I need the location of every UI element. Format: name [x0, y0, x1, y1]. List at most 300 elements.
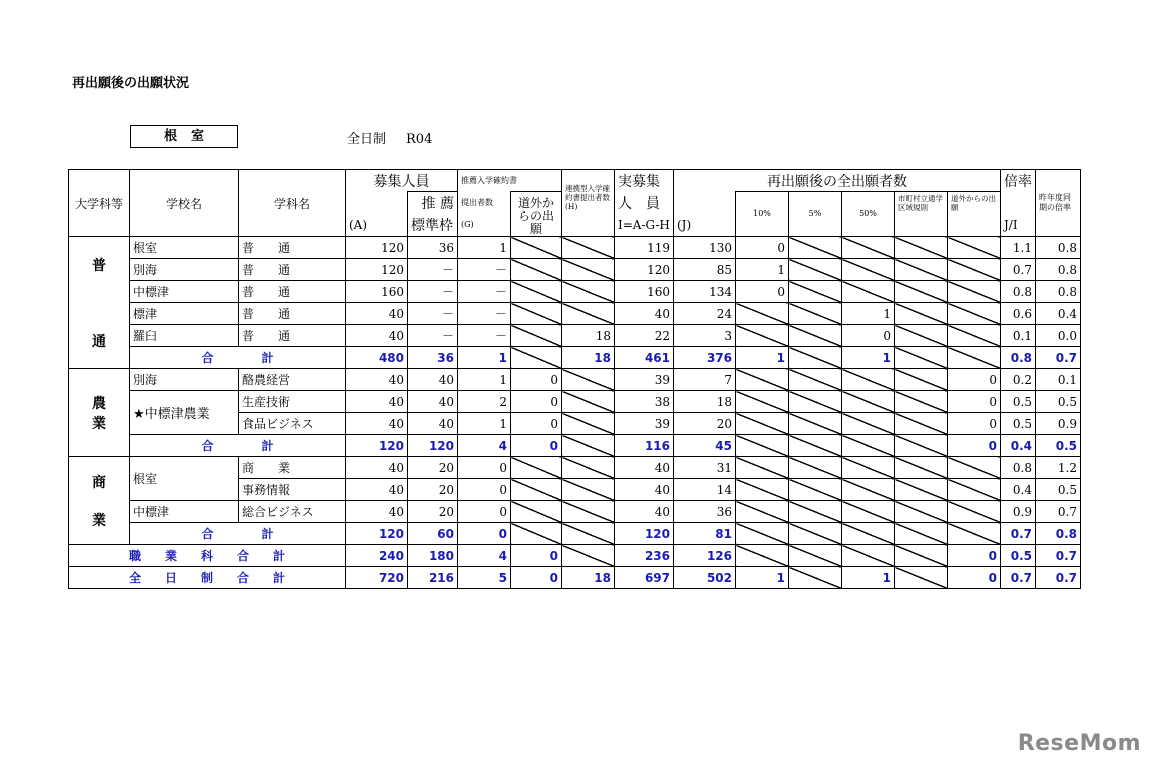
- group-commerce: [69, 457, 130, 545]
- subject-cell: 商 業: [239, 457, 346, 479]
- mun-cell: [895, 391, 948, 413]
- i-cell: 39: [615, 413, 674, 435]
- hdr-rec-code: (G): [458, 214, 511, 237]
- fulltime-total-label: 全 日 制 合 計: [69, 567, 346, 589]
- hdr-recommend: 推 薦: [408, 192, 458, 215]
- mun-cell: [895, 259, 948, 281]
- p5-cell: [789, 545, 842, 567]
- i-cell: 120: [615, 523, 674, 545]
- i-cell: 39: [615, 369, 674, 391]
- group-agri-char1: 農: [92, 395, 106, 412]
- p50-cell: [842, 479, 895, 501]
- school-cell: 標津: [130, 303, 239, 325]
- hdr-pct5: 5%: [789, 192, 842, 237]
- p5-cell: [789, 391, 842, 413]
- p10-cell: [736, 435, 789, 457]
- rec-cell: 36: [408, 237, 458, 259]
- ratio-cell: 0.4: [1001, 435, 1036, 457]
- rec-cell: 180: [408, 545, 458, 567]
- group-spacer: [72, 492, 126, 510]
- p10-cell: [736, 325, 789, 347]
- ratio-cell: 0.2: [1001, 369, 1036, 391]
- hdr-pct50: 50%: [842, 192, 895, 237]
- i-cell: 38: [615, 391, 674, 413]
- table-row: [69, 391, 1081, 413]
- p50-cell: [842, 501, 895, 523]
- p5-cell: [789, 435, 842, 457]
- resemom-logo: ReseMom: [1017, 731, 1141, 756]
- subject-cell: 普 通: [239, 259, 346, 281]
- j-cell: 14: [674, 479, 736, 501]
- prev-cell: 0.4: [1036, 303, 1081, 325]
- outside-cell: 0: [511, 567, 562, 589]
- group-agri: [69, 369, 130, 457]
- h-cell: [562, 303, 615, 325]
- mun-cell: [895, 347, 948, 369]
- oa-cell: 0: [948, 391, 1001, 413]
- outside-cell: [511, 347, 562, 369]
- table-row: [69, 281, 1081, 303]
- p10-cell: [736, 369, 789, 391]
- rec-cell: 20: [408, 479, 458, 501]
- subtotal-row: [69, 523, 1081, 545]
- rec-cell: 60: [408, 523, 458, 545]
- g-cell: 4: [458, 435, 511, 457]
- h-cell: [562, 457, 615, 479]
- mun-cell: [895, 303, 948, 325]
- oa-cell: [948, 479, 1001, 501]
- prev-cell: 0.7: [1036, 567, 1081, 589]
- group-general-char1: 普: [92, 257, 106, 274]
- oa-cell: 0: [948, 545, 1001, 567]
- p5-cell: [789, 457, 842, 479]
- g-cell: 4: [458, 545, 511, 567]
- j-cell: 31: [674, 457, 736, 479]
- g-cell: －: [458, 281, 511, 303]
- p10-cell: [736, 303, 789, 325]
- p10-cell: 0: [736, 237, 789, 259]
- p50-cell: 0: [842, 325, 895, 347]
- subject-cell: 普 通: [239, 325, 346, 347]
- ratio-cell: 0.5: [1001, 413, 1036, 435]
- rec-cell: 40: [408, 369, 458, 391]
- hdr-actual-top: 実募集: [615, 170, 674, 192]
- school-cell: 羅臼: [130, 325, 239, 347]
- subtotal-row: [69, 347, 1081, 369]
- table-row: [69, 325, 1081, 347]
- subject-cell: 普 通: [239, 237, 346, 259]
- p5-cell: [789, 369, 842, 391]
- g-cell: 5: [458, 567, 511, 589]
- school-cell: 根室: [130, 237, 239, 259]
- prev-cell: 0.8: [1036, 237, 1081, 259]
- school-cell: 中標津: [130, 281, 239, 303]
- p50-cell: [842, 259, 895, 281]
- hdr-subject: 学科名: [239, 170, 346, 237]
- hdr-applicants-spacer: [674, 192, 736, 215]
- g-cell: －: [458, 325, 511, 347]
- p50-cell: [842, 391, 895, 413]
- course-info: [347, 128, 432, 147]
- subject-cell: 食品ビジネス: [239, 413, 346, 435]
- p10-cell: [736, 391, 789, 413]
- oa-cell: [948, 303, 1001, 325]
- oa-cell: 0: [948, 413, 1001, 435]
- outside-cell: [511, 523, 562, 545]
- outside-cell: [511, 303, 562, 325]
- school-cell: 根室: [130, 457, 239, 501]
- era-label: R04: [406, 132, 433, 147]
- oa-cell: [948, 457, 1001, 479]
- school-cell: 中標津: [130, 501, 239, 523]
- ratio-cell: 0.5: [1001, 545, 1036, 567]
- rec-cell: 40: [408, 391, 458, 413]
- subtotal-label: 合 計: [130, 347, 346, 369]
- p5-cell: [789, 325, 842, 347]
- p50-cell: [842, 523, 895, 545]
- cap-cell: 240: [346, 545, 408, 567]
- group-general-char2: 通: [92, 333, 106, 350]
- oa-cell: [948, 347, 1001, 369]
- application-status-table: [68, 169, 1081, 589]
- hdr-ratio-code: J/I: [1001, 214, 1036, 237]
- hdr-municipal: 市町村立通学区域規則: [895, 192, 948, 237]
- p50-cell: [842, 281, 895, 303]
- p50-cell: 1: [842, 347, 895, 369]
- h-cell: [562, 523, 615, 545]
- i-cell: 40: [615, 501, 674, 523]
- subject-cell: 事務情報: [239, 479, 346, 501]
- school-cell: 別海: [130, 369, 239, 391]
- g-cell: 1: [458, 413, 511, 435]
- cap-cell: 40: [346, 369, 408, 391]
- cap-cell: 120: [346, 259, 408, 281]
- h-cell: [562, 391, 615, 413]
- hdr-outside-app: 道外からの出願: [948, 192, 1001, 237]
- h-cell: 18: [562, 567, 615, 589]
- g-cell: 1: [458, 369, 511, 391]
- rec-cell: －: [408, 259, 458, 281]
- cap-cell: 40: [346, 413, 408, 435]
- prev-cell: 1.2: [1036, 457, 1081, 479]
- p10-cell: [736, 457, 789, 479]
- outside-cell: [511, 281, 562, 303]
- g-cell: －: [458, 303, 511, 325]
- ratio-cell: 0.8: [1001, 281, 1036, 303]
- j-cell: 376: [674, 347, 736, 369]
- p10-cell: [736, 523, 789, 545]
- p5-cell: [789, 479, 842, 501]
- j-cell: 36: [674, 501, 736, 523]
- j-cell: 24: [674, 303, 736, 325]
- prev-cell: 0.1: [1036, 369, 1081, 391]
- prev-cell: 0.5: [1036, 479, 1081, 501]
- cap-cell: 720: [346, 567, 408, 589]
- h-cell: [562, 501, 615, 523]
- table-row: [69, 303, 1081, 325]
- subtotal-label: 合 計: [130, 435, 346, 457]
- hdr-capacity-code: (A): [346, 214, 408, 237]
- hdr-applicants: 再出願後の全出願者数: [674, 170, 1001, 192]
- rec-cell: －: [408, 303, 458, 325]
- p50-cell: [842, 545, 895, 567]
- school-cell: ★中標津農業: [130, 391, 239, 435]
- cap-cell: 120: [346, 237, 408, 259]
- prev-cell: 0.7: [1036, 545, 1081, 567]
- outside-cell: 0: [511, 435, 562, 457]
- table-row: [69, 501, 1081, 523]
- p50-cell: [842, 237, 895, 259]
- p50-cell: 1: [842, 303, 895, 325]
- p10-cell: [736, 545, 789, 567]
- p5-cell: [789, 501, 842, 523]
- prev-cell: 0.9: [1036, 413, 1081, 435]
- mun-cell: [895, 501, 948, 523]
- cap-cell: 40: [346, 303, 408, 325]
- p10-cell: 1: [736, 259, 789, 281]
- p50-cell: [842, 457, 895, 479]
- hdr-rec-submitted: 提出者数: [458, 192, 511, 215]
- ratio-cell: 0.4: [1001, 479, 1036, 501]
- rec-cell: －: [408, 281, 458, 303]
- header-row-1: [69, 170, 1081, 192]
- p10-cell: 1: [736, 567, 789, 589]
- i-cell: 120: [615, 259, 674, 281]
- oa-cell: 0: [948, 567, 1001, 589]
- vocational-total-label: 職 業 科 合 計: [69, 545, 346, 567]
- mun-cell: [895, 435, 948, 457]
- table-row: [69, 237, 1081, 259]
- mun-cell: [895, 567, 948, 589]
- outside-cell: 0: [511, 369, 562, 391]
- subject-cell: 普 通: [239, 281, 346, 303]
- school-cell: 別海: [130, 259, 239, 281]
- outside-cell: [511, 479, 562, 501]
- h-cell: [562, 237, 615, 259]
- mun-cell: [895, 281, 948, 303]
- hdr-capacity-spacer: [346, 192, 408, 215]
- hdr-rec-pledge: 推薦入学確約書: [458, 170, 562, 192]
- p5-cell: [789, 347, 842, 369]
- subject-cell: 生産技術: [239, 391, 346, 413]
- table-row: [69, 457, 1081, 479]
- i-cell: 40: [615, 457, 674, 479]
- rec-cell: －: [408, 325, 458, 347]
- j-cell: 45: [674, 435, 736, 457]
- p10-cell: [736, 501, 789, 523]
- hdr-capacity: 募集人員: [346, 170, 458, 192]
- group-agri-char2: 業: [92, 415, 106, 432]
- rec-cell: 20: [408, 501, 458, 523]
- rec-cell: 20: [408, 457, 458, 479]
- outside-cell: [511, 237, 562, 259]
- j-cell: 134: [674, 281, 736, 303]
- hdr-regional: 連携型入学確約書提出者数(H): [562, 170, 615, 237]
- mun-cell: [895, 479, 948, 501]
- subject-cell: 酪農経営: [239, 369, 346, 391]
- subtotal-row: [69, 435, 1081, 457]
- oa-cell: [948, 501, 1001, 523]
- outside-cell: [511, 259, 562, 281]
- group-commerce-char2: 業: [92, 512, 106, 529]
- ratio-cell: 0.5: [1001, 391, 1036, 413]
- hdr-applicants-code: (J): [674, 214, 736, 237]
- outside-cell: [511, 325, 562, 347]
- subtotal-label: 合 計: [130, 523, 346, 545]
- j-cell: 85: [674, 259, 736, 281]
- hdr-prev-ratio: 昨年度同期の倍率: [1036, 170, 1081, 237]
- subject-cell: 普 通: [239, 303, 346, 325]
- i-cell: 22: [615, 325, 674, 347]
- g-cell: 1: [458, 237, 511, 259]
- vocational-total-row: [69, 545, 1081, 567]
- h-cell: [562, 259, 615, 281]
- p5-cell: [789, 303, 842, 325]
- p5-cell: [789, 237, 842, 259]
- cap-cell: 40: [346, 325, 408, 347]
- h-cell: [562, 369, 615, 391]
- i-cell: 119: [615, 237, 674, 259]
- outside-cell: [511, 457, 562, 479]
- h-cell: [562, 281, 615, 303]
- cap-cell: 480: [346, 347, 408, 369]
- p5-cell: [789, 567, 842, 589]
- outside-cell: [511, 501, 562, 523]
- h-cell: 18: [562, 347, 615, 369]
- p5-cell: [789, 281, 842, 303]
- p50-cell: [842, 413, 895, 435]
- oa-cell: [948, 325, 1001, 347]
- hdr-ratio: 倍率: [1001, 170, 1036, 192]
- prev-cell: 0.7: [1036, 347, 1081, 369]
- oa-cell: [948, 281, 1001, 303]
- cap-cell: 160: [346, 281, 408, 303]
- h-cell: [562, 545, 615, 567]
- mun-cell: [895, 457, 948, 479]
- mun-cell: [895, 325, 948, 347]
- g-cell: －: [458, 259, 511, 281]
- p50-cell: [842, 369, 895, 391]
- p10-cell: 1: [736, 347, 789, 369]
- cap-cell: 40: [346, 501, 408, 523]
- rec-cell: 40: [408, 413, 458, 435]
- outside-cell: 0: [511, 413, 562, 435]
- rec-cell: 120: [408, 435, 458, 457]
- course-type: 全日制: [347, 132, 387, 147]
- p5-cell: [789, 523, 842, 545]
- j-cell: 18: [674, 391, 736, 413]
- hdr-actual-mid: 人 員: [615, 192, 674, 215]
- h-cell: 18: [562, 325, 615, 347]
- ratio-cell: 1.1: [1001, 237, 1036, 259]
- h-cell: [562, 479, 615, 501]
- ratio-cell: 0.1: [1001, 325, 1036, 347]
- oa-cell: [948, 237, 1001, 259]
- g-cell: 0: [458, 457, 511, 479]
- j-cell: 126: [674, 545, 736, 567]
- group-commerce-char1: 商: [92, 474, 106, 491]
- group-general: [69, 237, 130, 369]
- outside-cell: 0: [511, 391, 562, 413]
- j-cell: 502: [674, 567, 736, 589]
- g-cell: 0: [458, 479, 511, 501]
- prev-cell: 0.0: [1036, 325, 1081, 347]
- mun-cell: [895, 237, 948, 259]
- i-cell: 697: [615, 567, 674, 589]
- oa-cell: 0: [948, 435, 1001, 457]
- mun-cell: [895, 413, 948, 435]
- cap-cell: 120: [346, 435, 408, 457]
- oa-cell: [948, 259, 1001, 281]
- prev-cell: 0.7: [1036, 501, 1081, 523]
- mun-cell: [895, 523, 948, 545]
- mun-cell: [895, 369, 948, 391]
- rec-cell: 36: [408, 347, 458, 369]
- hdr-dept-category: 大学科等: [69, 170, 130, 237]
- p5-cell: [789, 259, 842, 281]
- hdr-pct10: 10%: [736, 192, 789, 237]
- table-row: [69, 259, 1081, 281]
- cap-cell: 120: [346, 523, 408, 545]
- ratio-cell: 0.8: [1001, 347, 1036, 369]
- j-cell: 81: [674, 523, 736, 545]
- j-cell: 20: [674, 413, 736, 435]
- g-cell: 0: [458, 501, 511, 523]
- hdr-actual-formula: I=A-G-H: [615, 214, 674, 237]
- i-cell: 116: [615, 435, 674, 457]
- i-cell: 461: [615, 347, 674, 369]
- region-label: 根室: [130, 125, 238, 148]
- hdr-ratio-spacer: [1001, 192, 1036, 215]
- p50-cell: [842, 435, 895, 457]
- p10-cell: [736, 413, 789, 435]
- outside-cell: 0: [511, 545, 562, 567]
- hdr-outside: 道外からの出願: [511, 192, 562, 237]
- cap-cell: 40: [346, 391, 408, 413]
- table-row: [69, 369, 1081, 391]
- i-cell: 40: [615, 479, 674, 501]
- p50-cell: 1: [842, 567, 895, 589]
- j-cell: 130: [674, 237, 736, 259]
- ratio-cell: 0.9: [1001, 501, 1036, 523]
- ratio-cell: 0.7: [1001, 567, 1036, 589]
- ratio-cell: 0.7: [1001, 523, 1036, 545]
- document-title: 再出願後の出願状況: [72, 76, 190, 91]
- mun-cell: [895, 545, 948, 567]
- prev-cell: 0.5: [1036, 435, 1081, 457]
- p5-cell: [789, 413, 842, 435]
- p10-cell: 0: [736, 281, 789, 303]
- ratio-cell: 0.8: [1001, 457, 1036, 479]
- group-spacer: [72, 275, 126, 331]
- ratio-cell: 0.6: [1001, 303, 1036, 325]
- g-cell: 0: [458, 523, 511, 545]
- prev-cell: 0.8: [1036, 259, 1081, 281]
- p10-cell: [736, 479, 789, 501]
- oa-cell: [948, 523, 1001, 545]
- h-cell: [562, 413, 615, 435]
- prev-cell: 0.5: [1036, 391, 1081, 413]
- hdr-school: 学校名: [130, 170, 239, 237]
- g-cell: 1: [458, 347, 511, 369]
- cap-cell: 40: [346, 457, 408, 479]
- i-cell: 236: [615, 545, 674, 567]
- hdr-rec-quota: 標準枠: [408, 214, 458, 237]
- fulltime-total-row: [69, 567, 1081, 589]
- g-cell: 2: [458, 391, 511, 413]
- j-cell: 3: [674, 325, 736, 347]
- i-cell: 160: [615, 281, 674, 303]
